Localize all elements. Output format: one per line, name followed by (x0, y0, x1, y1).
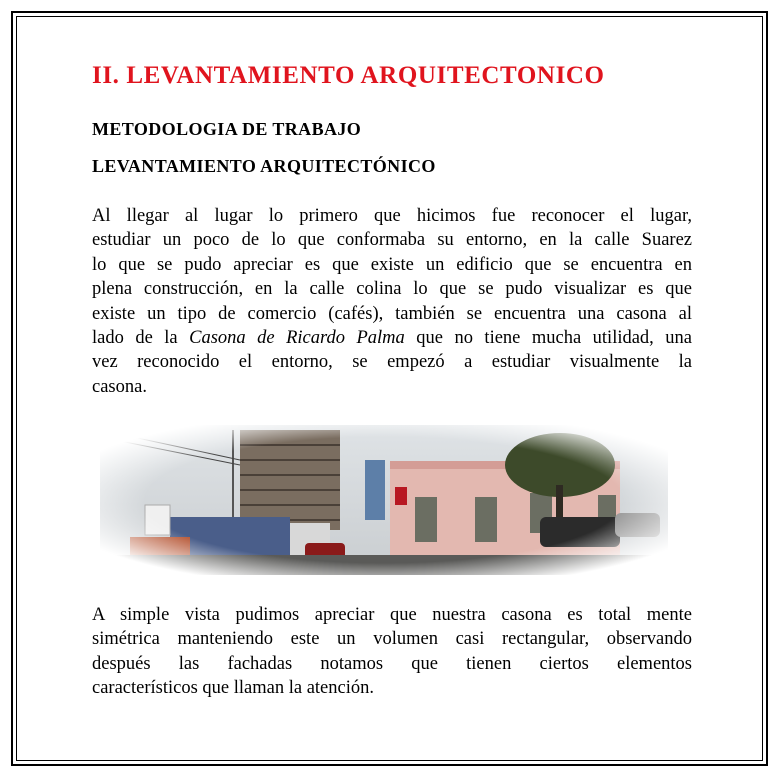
paragraph-line: existe un tipo de comercio (cafés), también se encuentra una casona al (92, 303, 692, 324)
paragraph-line: casona. (92, 376, 147, 397)
paragraph-line: estudiar un poco de lo que conformaba su entorno, en la calle Suarez (92, 230, 692, 251)
paragraph-intro (92, 204, 692, 399)
casona-name: Casona de Ricardo Palma (189, 328, 405, 349)
subtitle-survey: LEVANTAMIENTO ARQUITECTÓNICO (92, 156, 436, 176)
paragraph-line: lo que se pudo apreciar es que existe un edificio que se encuentra en (92, 254, 692, 275)
paragraph-line: Al llegar al lugar lo primero que hicimos fue reconocer el lugar, (92, 206, 692, 226)
paragraph-line: vez reconocido el entorno, se empezó a estudiar visualmente la (92, 352, 692, 373)
section-title: II. LEVANTAMIENTO ARQUITECTONICO (92, 62, 605, 89)
line-text: lado de la (92, 328, 190, 349)
paragraph-line (92, 326, 692, 350)
street-photo (100, 425, 668, 575)
paragraph-observation (92, 603, 692, 701)
paragraph-line: después las fachadas notamos que tienen ciertos elementos (92, 653, 692, 674)
paragraph-line: A simple vista pudimos apreciar que nuestra casona es total mente (92, 605, 692, 625)
subtitle-methodology: METODOLOGIA DE TRABAJO (92, 119, 362, 139)
paragraph-line: simétrica manteniendo este un volumen casi rectangular, observando (92, 629, 692, 650)
paragraph-line: plena construcción, en la calle colina lo que se pudo visualizar es que (92, 279, 692, 300)
paragraph-line: característicos que llaman la atención. (92, 678, 374, 699)
line-text: que no tiene mucha utilidad, una (404, 328, 692, 349)
